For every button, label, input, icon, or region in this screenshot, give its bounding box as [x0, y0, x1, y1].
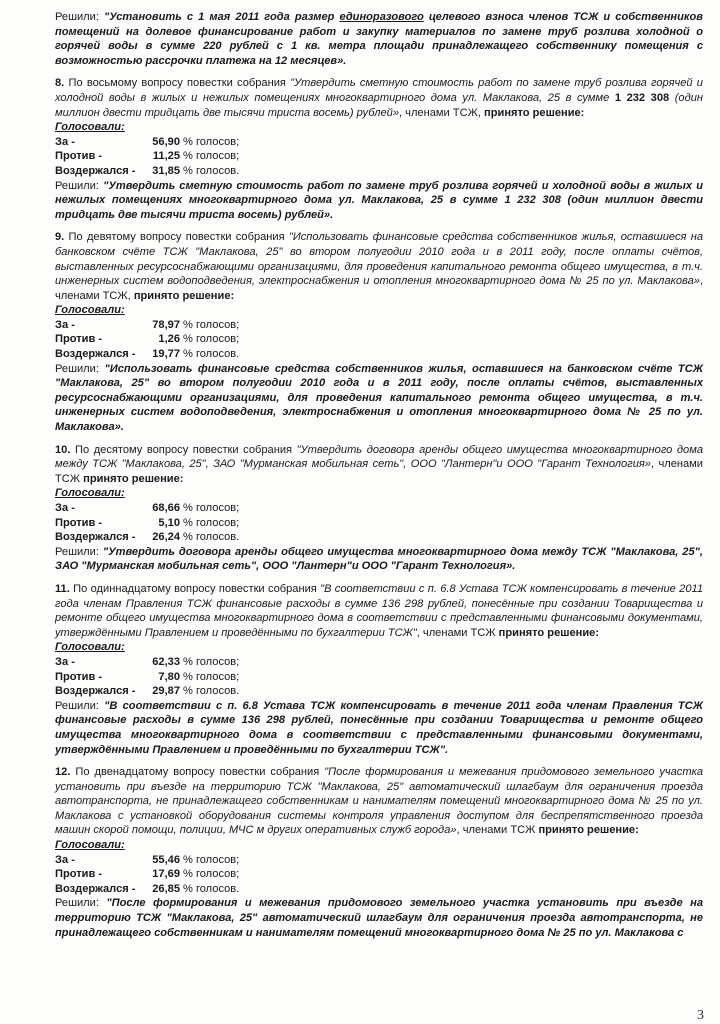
resolution	[55, 179, 703, 223]
vote-unit: % голосов.	[183, 164, 240, 177]
vote-percent: 17,69	[152, 868, 180, 881]
item-number: 8.	[55, 77, 65, 90]
resolution	[55, 699, 703, 757]
item-intro: По одиннадцатому вопросу повестки собрания	[69, 582, 321, 595]
resolved-label: Решили:	[55, 362, 99, 375]
members-text: , членами ТСЖ	[55, 458, 703, 485]
vote-label: За -	[55, 318, 75, 331]
agenda-items	[55, 76, 703, 940]
vote-unit: % голосов;	[183, 868, 240, 881]
question-text: "Утвердить договора аренды общего имущества многоквартирного дома между ТСЖ "Маклакова, 25", ЗАО "Мурманская мобильная сеть", ООО "Лантерн"и ООО "Гарант Технология»	[55, 443, 703, 471]
resolved-text: "Утвердить сметную стоимость работ по замене труб розлива горячей и холодной воды в жилых и нежилых помещениях многоквартирного дома ул. Маклакова, 25 в сумме 1 232 308 (один миллион двести тридцать две тысячи триста восемь) рублей».	[55, 179, 703, 221]
vote-unit: % голосов;	[183, 670, 240, 683]
resolved-label: Решили:	[55, 11, 99, 23]
vote-unit: % голосов.	[183, 531, 240, 544]
decision-label: принято решение:	[538, 824, 639, 837]
members-text: , членами ТСЖ,	[399, 106, 485, 119]
vote-percent: 1,26	[158, 333, 180, 346]
page-number: 3	[697, 1008, 704, 1023]
votes-heading: Голосовали:	[55, 304, 125, 317]
resolved-label: Решили:	[55, 545, 99, 558]
item-intro: По двенадцатому вопросу повестки собрания	[70, 766, 325, 779]
agenda-question	[55, 582, 703, 640]
agenda-question	[55, 765, 703, 838]
resolved-text: "Утвердить договора аренды общего имущества многоквартирного дома между ТСЖ "Маклакова, 25", ЗАО "Мурманская мобильная сеть", ООО "Лантерн"и ООО "Гарант Технология».	[55, 545, 703, 573]
vote-label: Воздержался -	[55, 685, 136, 698]
vote-percent: 5,10	[158, 516, 180, 529]
vote-percent: 19,77	[152, 348, 180, 361]
votes-list	[55, 135, 703, 179]
item-number: 9.	[55, 231, 65, 244]
vote-label: Против -	[55, 333, 103, 346]
vote-unit: % голосов.	[183, 685, 240, 698]
vote-row	[55, 149, 703, 164]
votes-list	[55, 655, 703, 699]
vote-unit: % голосов;	[183, 853, 240, 866]
vote-label: Против -	[55, 670, 103, 683]
question-text-cont: (один миллион двести тридцать две тысячи триста восемь) рублей»	[55, 91, 704, 119]
item-number: 10.	[55, 443, 71, 456]
document-page	[55, 10, 703, 940]
vote-percent: 68,66	[152, 502, 180, 514]
vote-percent: 55,46	[152, 853, 180, 866]
resolved-text-part: "Установить с 1 мая 2011 года размер	[104, 11, 340, 23]
members-text: , членами ТСЖ	[456, 824, 539, 837]
vote-unit: % голосов;	[183, 333, 240, 346]
resolved-text	[55, 11, 703, 67]
decision-label: принято решение:	[498, 626, 600, 639]
votes-heading: Голосовали:	[55, 487, 125, 500]
resolved-label: Решили:	[55, 179, 99, 192]
item-intro: По девятому вопросу повестки собрания	[64, 231, 289, 244]
vote-unit: % голосов;	[183, 655, 240, 668]
vote-row	[55, 853, 703, 868]
decision-label: принято решение:	[133, 289, 235, 302]
resolution	[55, 362, 703, 435]
vote-label: За -	[55, 135, 75, 148]
votes-heading: Голосовали:	[55, 641, 125, 654]
question-text: "Использовать финансовые средства собственников жилья, оставшиеся на банковском счёте ТСЖ "Маклакова, 25" во втором полугодии 2010 года и в 2011 году, после оплаты счётов, выставленных ресурсоснабжающими организациями, для проведения капитального ремонта общего имущества, в т.ч. инженерных систем водоподведения, электроснабжения и отопления многоквартирного дома № 25 по ул. Маклакова»	[55, 231, 703, 288]
vote-row	[55, 882, 703, 897]
decision-label: принято решение:	[484, 106, 585, 119]
vote-label: Воздержался -	[55, 882, 136, 895]
vote-label: Воздержался -	[55, 348, 136, 361]
vote-row	[55, 501, 703, 516]
underlined-word: единоразового	[339, 11, 424, 23]
question-text: "После формирования и межевания придомового земельного участка установить при въезде на территорию ТСЖ "Маклакова, 25" автоматический шлагбаум для ограничения проезда автотранспорта, не принадлежащего собственникам и нанимателям помещений многоквартирного дома № 25 по ул. Маклакова с установкой оборудования системы контроля управления доступом для беспрепятственного проезда машин скорой помощи, полиции, МЧС м других оперативных служб города»	[55, 766, 703, 837]
item-intro: По восьмому вопросу повестки собрания	[64, 77, 291, 90]
vote-unit: % голосов;	[183, 135, 240, 148]
votes-list	[55, 318, 703, 362]
vote-label: За -	[55, 853, 75, 866]
agenda-item	[55, 582, 703, 757]
vote-row	[55, 516, 703, 531]
vote-row	[55, 164, 703, 179]
vote-label: Воздержался -	[55, 164, 136, 177]
vote-label: За -	[55, 655, 75, 668]
resolved-text: "После формирования и межевания придомового земельного участка установить при въезде на территорию ТСЖ "Маклакова, 25" автоматический шлагбаум для ограничения проезда автотранспорта, не принадлежащего собственникам и нанимателям помещений многоквартирного дома № 25 по ул. Маклакова с	[55, 897, 703, 939]
vote-row	[55, 867, 703, 882]
vote-unit: % голосов;	[183, 516, 240, 529]
vote-percent: 7,80	[158, 670, 180, 683]
item-number: 11.	[55, 582, 70, 595]
vote-row	[55, 318, 703, 333]
vote-percent: 26,85	[152, 882, 180, 895]
resolution	[55, 545, 703, 574]
item-number: 12.	[55, 766, 71, 779]
vote-percent: 56,90	[152, 135, 180, 148]
vote-label: Против -	[55, 868, 103, 881]
agenda-item	[55, 443, 703, 574]
vote-row	[55, 332, 703, 347]
vote-unit: % голосов.	[183, 348, 240, 361]
votes-heading: Голосовали:	[55, 121, 125, 134]
agenda-item	[55, 76, 703, 222]
resolved-label: Решили:	[55, 699, 99, 712]
vote-percent: 11,25	[152, 150, 180, 163]
vote-label: Против -	[55, 150, 103, 163]
vote-unit: % голосов;	[183, 502, 240, 514]
members-text: , членами ТСЖ,	[55, 275, 703, 302]
votes-heading: Голосовали:	[55, 839, 125, 852]
vote-percent: 31,85	[152, 164, 180, 177]
vote-unit: % голосов.	[183, 882, 240, 895]
question-amount: 1 232 308	[614, 91, 670, 104]
vote-row	[55, 670, 703, 685]
agenda-question	[55, 76, 703, 120]
vote-percent: 78,97	[152, 318, 180, 331]
vote-unit: % голосов;	[183, 318, 240, 331]
agenda-question	[55, 230, 703, 303]
members-text: , членами ТСЖ	[416, 626, 499, 639]
resolved-text: "Использовать финансовые средства собственников жилья, оставшиеся на банковском счёте ТСЖ "Маклакова, 25" во втором полугодии 2010 года и в 2011 году, после оплаты счётов, выставленных ресурсоснабжающими организациями, для проведения капитального ремонта общего имущества, в т.ч. инженерных систем водоподведения, электроснабжения и отопления многоквартирного дома № 25 по ул. Маклакова».	[55, 362, 703, 434]
intro-resolution	[55, 10, 703, 68]
vote-row	[55, 655, 703, 670]
agenda-item	[55, 765, 703, 940]
vote-label: За -	[55, 502, 75, 514]
question-text: "В соответствии с п. 6.8 Устава ТСЖ компенсировать в течение 2011 года членам Правления ТСЖ финансовые расходы в сумме 136 298 рублей, понесённые при создании Товарищества и ремонте общего имущества многоквартирного дома в соответствии с представленными финансовыми документами, утверждёнными Правлением и проведёнными по бухгалтерии ТСЖ"	[55, 582, 704, 639]
vote-row	[55, 684, 703, 699]
resolved-text: "В соответствии с п. 6.8 Устава ТСЖ компенсировать в течение 2011 года членам Правления ТСЖ финансовые расходы в сумме 136 298 рублей, понесённые при создании Товарищества и ремонте общего имущества многоквартирного дома в соответствии с представленными финансовыми документами, утверждёнными Правлением и проведёнными по бухгалтерии ТСЖ".	[55, 699, 703, 756]
vote-percent: 29,87	[152, 685, 180, 698]
agenda-item	[55, 230, 703, 434]
decision-label: принято решение:	[83, 472, 184, 485]
vote-label: Воздержался -	[55, 531, 136, 544]
agenda-question	[55, 443, 703, 487]
vote-percent: 26,24	[152, 531, 180, 544]
vote-unit: % голосов;	[183, 150, 240, 163]
votes-list	[55, 501, 703, 545]
question-text: "Утвердить сметную стоимость работ по замене труб розлива горячей и холодной воды в жилых и нежилых помещениях многоквартирного дома ул. Маклакова, 25 в сумме	[55, 77, 703, 104]
vote-percent: 62,33	[152, 655, 180, 668]
item-intro: По десятому вопросу повестки собрания	[70, 443, 297, 456]
vote-row	[55, 347, 703, 362]
vote-row	[55, 135, 703, 150]
vote-label: Против -	[55, 516, 103, 529]
resolution	[55, 896, 703, 940]
votes-list	[55, 853, 703, 897]
vote-row	[55, 530, 703, 545]
resolved-label: Решили:	[55, 897, 99, 910]
resolved-text-part: целевого взноса членов ТСЖ и собственников помещений на долевое финансирование работ и закупку материалов по замене труб розлива холодной о горячей воды в сумме 220 рублей с 1 кв. метра площади принадлежащего собственнику помещения с возможностью рассрочки платежа на 12 месяцев».	[55, 11, 703, 67]
